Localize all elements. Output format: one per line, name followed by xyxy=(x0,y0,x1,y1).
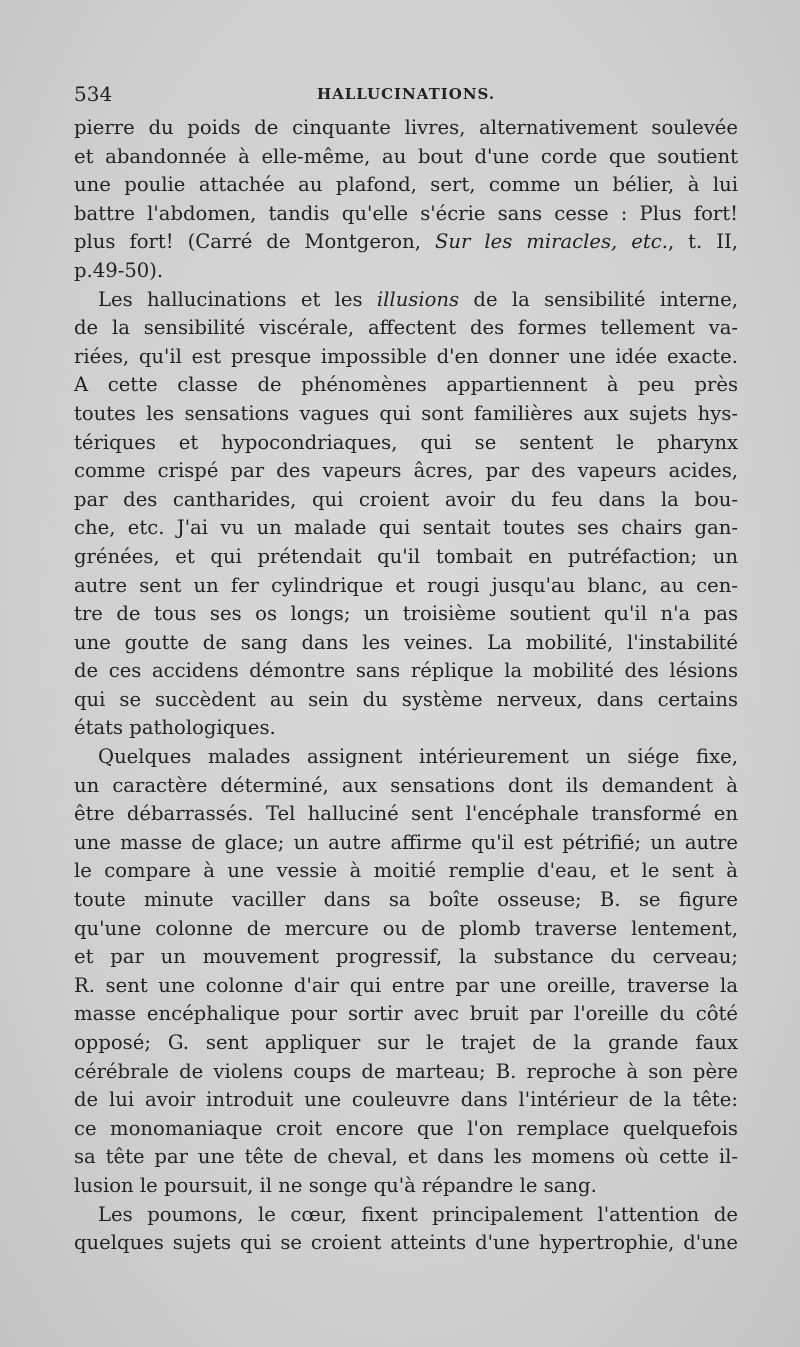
text-line: une goutte de sang dans les veines. La mobilité, l'instabilité xyxy=(74,630,738,654)
text-line: le compare à une vessie à moitié remplie d'eau, et le sent à xyxy=(74,859,738,883)
text-line: et par un mouvement progressif, la substance du cerveau; xyxy=(74,945,738,969)
text-line: une masse de glace; un autre affirme qu'il est pétrifié; un autre xyxy=(74,830,738,854)
text-line: de la sensibilité viscérale, affectent des formes tellement va- xyxy=(74,316,738,340)
body-text xyxy=(74,114,738,1258)
text-line: autre sent un fer cylindrique et rougi jusqu'au blanc, au cen- xyxy=(74,573,738,597)
text-line: opposé; G. sent appliquer sur le trajet de la grande faux xyxy=(74,1031,738,1054)
paragraph xyxy=(74,1201,738,1258)
text-line: ce monomaniaque croit encore que l'on remplace quelquefois xyxy=(74,1116,738,1140)
text-line: un caractère déterminé, aux sensations dont ils demandent à xyxy=(74,773,738,797)
text-line: et abandonnée à elle-même, au bout d'une corde que soutient xyxy=(74,144,738,168)
text-segment: de la sensibilité interne, xyxy=(459,287,738,311)
page-header xyxy=(74,82,738,112)
text-line: cérébrale de violens coups de marteau; B. reproche à son père xyxy=(74,1059,738,1083)
text-line: lusion le poursuit, il ne songe qu'à répandre le sang. xyxy=(74,1173,597,1197)
text-line: de lui avoir introduit une couleuvre dans l'intérieur de la tête: xyxy=(74,1088,738,1112)
text-line: qu'une colonne de mercure ou de plomb traverse lentement, xyxy=(74,916,738,940)
paragraph xyxy=(74,286,738,744)
text-line: grénées, et qui prétendait qu'il tombait en putréfaction; un xyxy=(74,544,738,568)
text-line: p.49-50). xyxy=(74,258,164,282)
text-line: par des cantharides, qui croient avoir du feu dans la bou- xyxy=(74,487,738,511)
text-segment: Les hallucinations et les xyxy=(98,287,377,311)
text-line: Quelques malades assignent intérieurement un siége fixe, xyxy=(98,745,738,769)
text-line: quelques sujets qui se croient atteints d'une hypertrophie, d'une xyxy=(74,1231,738,1255)
text-line: toute minute vaciller dans sa boîte osseuse; B. se figure xyxy=(74,888,738,912)
text-line: une poulie attachée au plafond, sert, comme un bélier, à lui xyxy=(74,173,738,197)
italic-text: Sur les miracles, etc. xyxy=(434,230,668,254)
text-line: comme crispé par des vapeurs âcres, par des vapeurs acides, xyxy=(74,459,738,483)
text-line: être débarrassés. Tel halluciné sent l'encéphale transformé en xyxy=(74,802,738,826)
text-line: tre de tous ses os longs; un troisième soutient qu'il n'a pas xyxy=(74,602,738,626)
paragraph xyxy=(74,743,738,1201)
text-line: A cette classe de phénomènes appartiennent à peu près xyxy=(74,373,738,397)
text-line: Les poumons, le cœur, fixent principalement l'attention de xyxy=(98,1202,738,1226)
text-line: toutes les sensations vagues qui sont familières aux sujets hys- xyxy=(74,401,738,425)
text-line xyxy=(74,286,738,315)
text-line: riées, qu'il est presque impossible d'en donner une idée exacte. xyxy=(74,344,738,368)
text-line: R. sent une colonne d'air qui entre par une oreille, traverse la xyxy=(74,973,738,997)
running-head: HALLUCINATIONS. xyxy=(316,85,496,103)
text-line: qui se succèdent au sein du système nerveux, dans certains xyxy=(74,687,738,711)
page-number: 534 xyxy=(74,82,113,106)
text-segment: , t. II, xyxy=(667,230,738,254)
text-line: che, etc. J'ai vu un malade qui sentait toutes ses chairs gan- xyxy=(74,516,738,540)
paragraph xyxy=(74,114,738,286)
text-line: tériques et hypocondriaques, qui se sentent le pharynx xyxy=(74,430,738,454)
text-line: états pathologiques. xyxy=(74,716,276,740)
italic-text: illusions xyxy=(376,287,460,311)
text-line: pierre du poids de cinquante livres, alternativement soulevée xyxy=(74,116,738,139)
text-segment: plus fort! (Carré de Montgeron, xyxy=(74,230,435,254)
text-line xyxy=(74,228,738,257)
text-line: battre l'abdomen, tandis qu'elle s'écrie sans cesse : Plus fort! xyxy=(74,201,738,225)
text-line: sa tête par une tête de cheval, et dans les momens où cette il- xyxy=(74,1145,738,1169)
text-line: de ces accidens démontre sans réplique la mobilité des lésions xyxy=(74,659,738,683)
text-line: masse encéphalique pour sortir avec bruit par l'oreille du côté xyxy=(74,1002,738,1026)
